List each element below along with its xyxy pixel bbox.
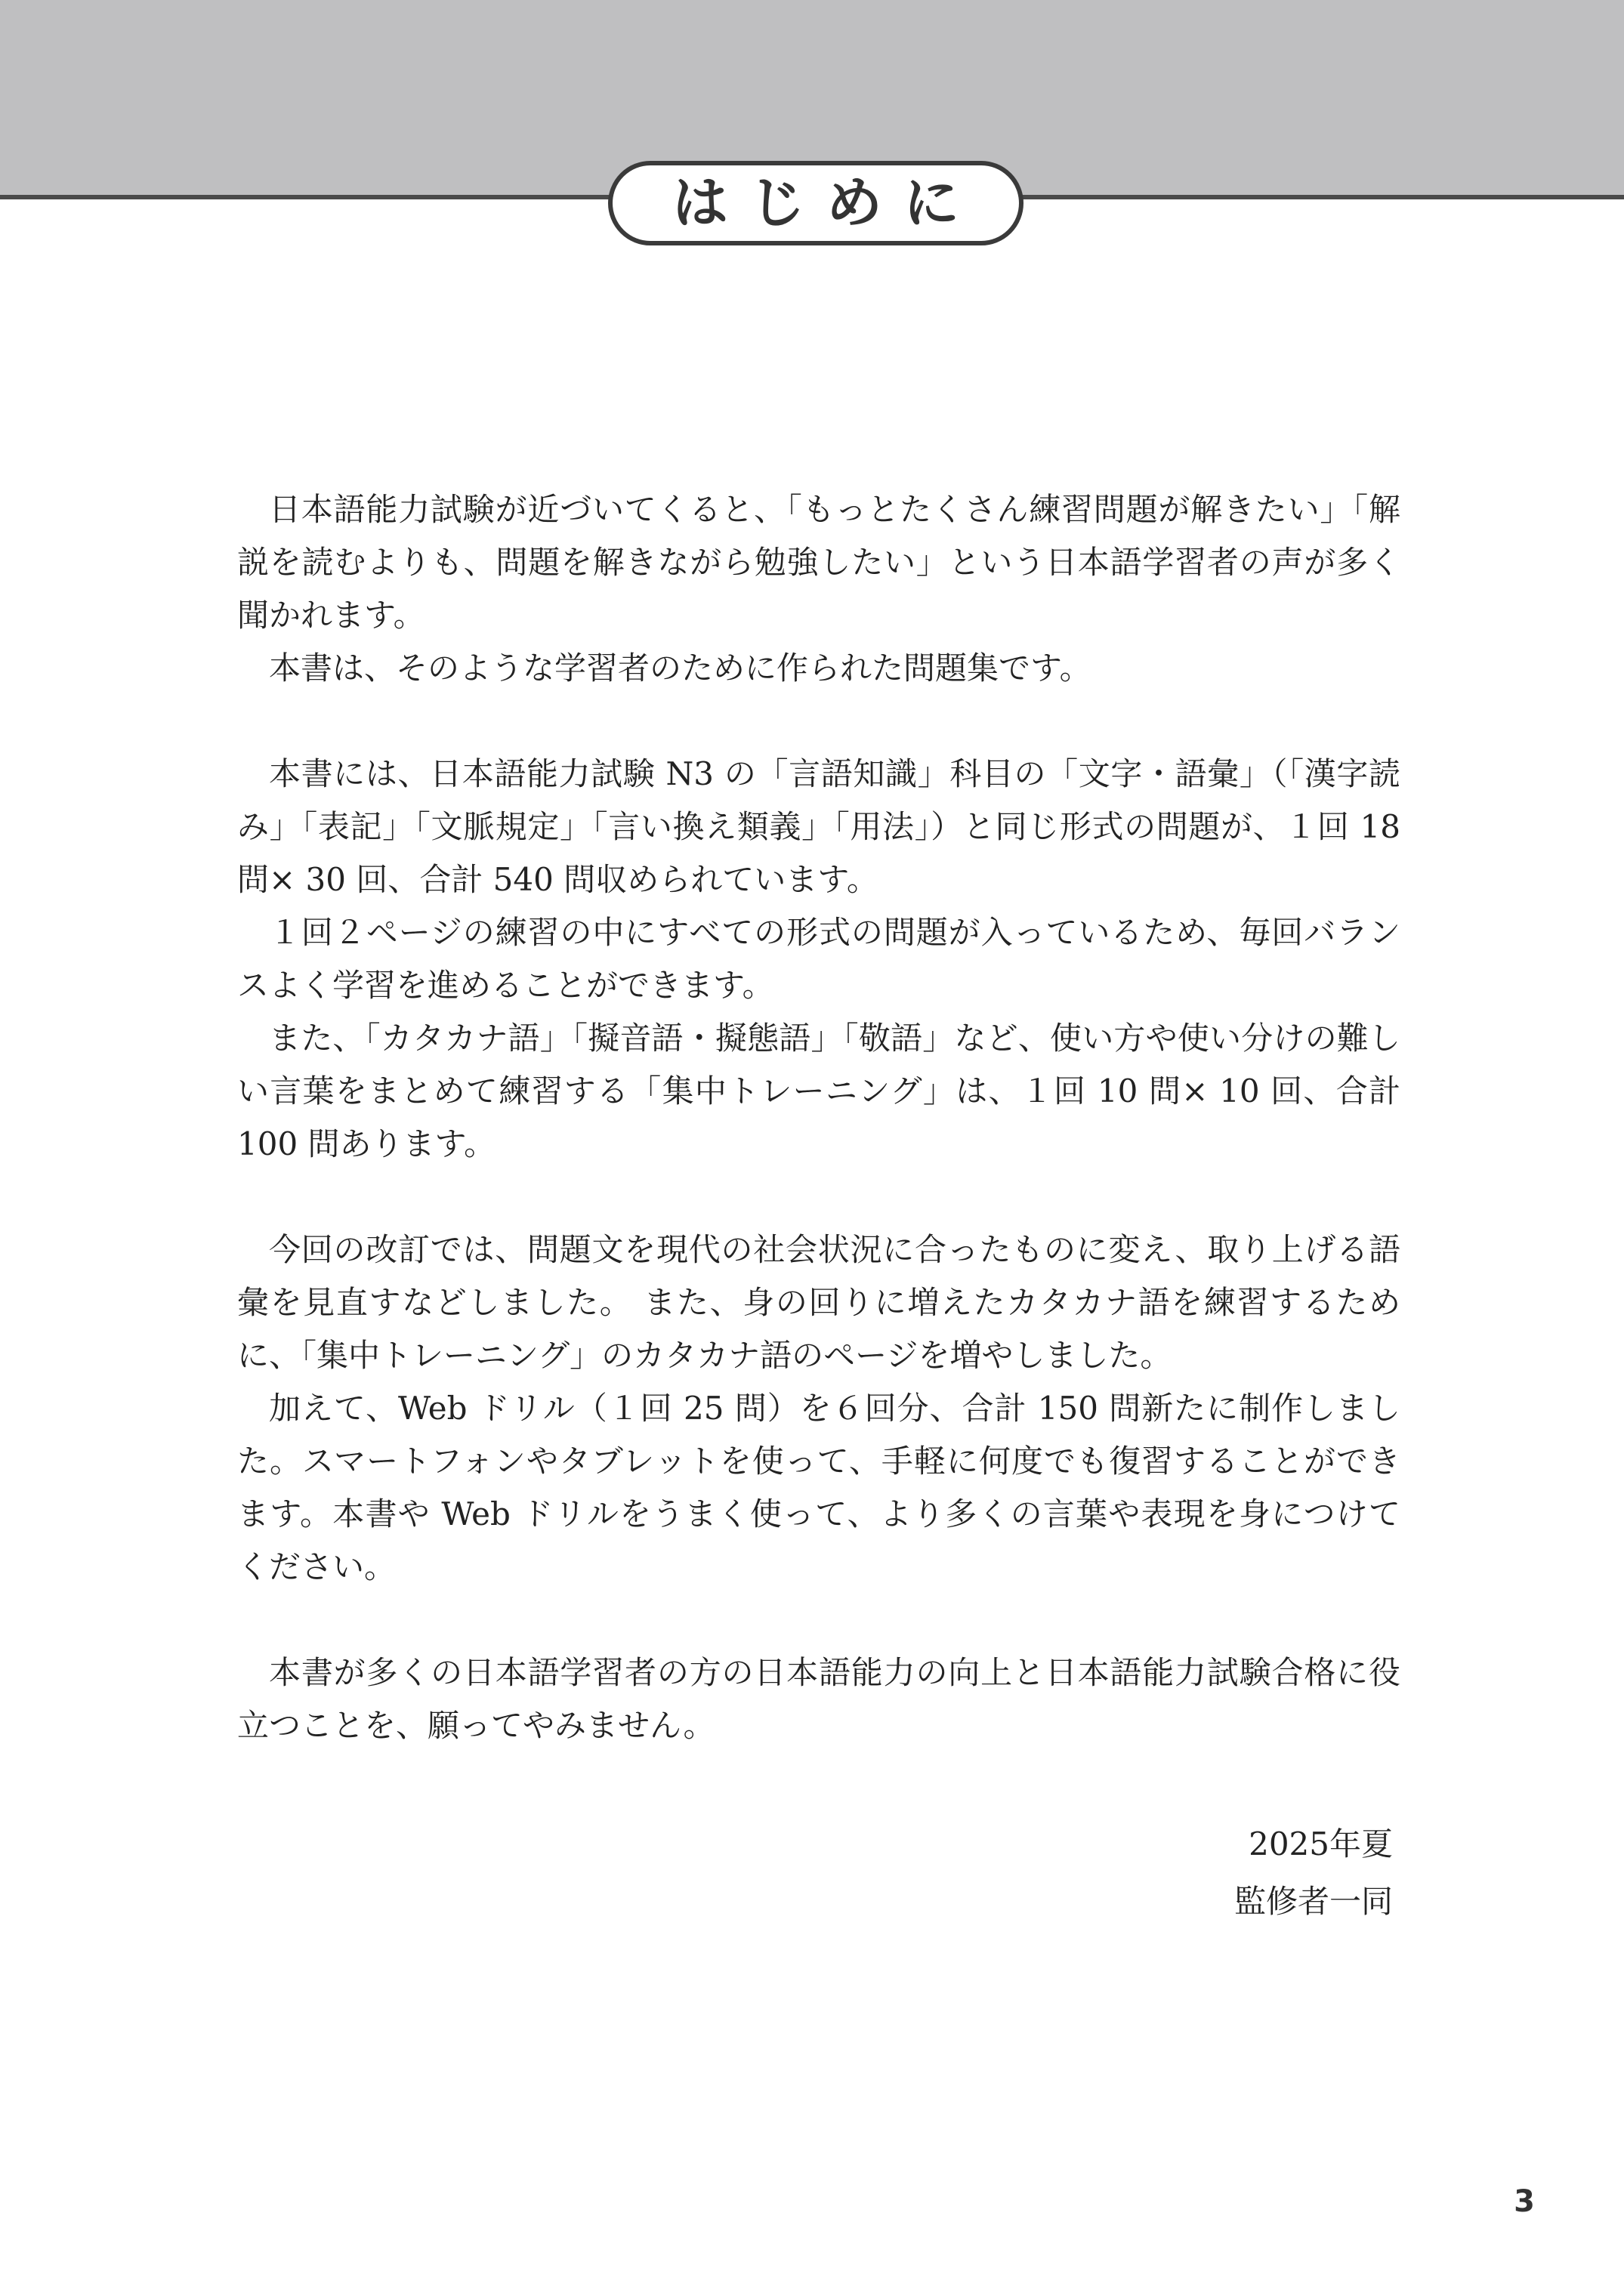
preface-body [237, 483, 1400, 1752]
signature-author: 監修者一同 [1233, 1883, 1393, 1920]
page-number: 3 [1514, 2184, 1535, 2219]
paragraph-1: 日本語能力試験が近づいてくると、「もっとたくさん練習問題が解きたい」「解説を読むよりも、問題を解きながら勉強したい」という日本語学習者の声が多く聞かれます。 [237, 491, 1400, 634]
paragraph-5: また、「カタカナ語」「擬音語・擬態語」「敬語」など、使い方や使い分けの難しい言葉をまとめて練習する「集中トレーニング」は、１回 10 問× 10 回、合計 100 問あります。 [237, 1020, 1400, 1162]
paragraph-3: 本書には、日本語能力試験 N3 の「言語知識」科目の「文字・語彙」（「漢字読み」「表記」「文脈規定」「言い換え類義」「用法」）と同じ形式の問題が、１回 18 問× 30 回、合計 540 問収められています。 [237, 755, 1400, 898]
signature-date: 2025年夏 [1249, 1825, 1393, 1862]
paragraph-4: １回２ページの練習の中にすべての形式の問題が入っているため、毎回バランスよく学習を進めることができます。 [237, 914, 1400, 1004]
signature [1234, 1816, 1393, 1930]
paragraph-6: 今回の改訂では、問題文を現代の社会状況に合ったものに変え、取り上げる語彙を見直すなどしました。 また、身の回りに増えたカタカナ語を練習するために、「集中トレーニング」のカタカナ語のページを増やしました。 [237, 1231, 1400, 1374]
page-title: はじめに [672, 171, 980, 236]
paragraph-8: 本書が多くの日本語学習者の方の日本語能力の向上と日本語能力試験合格に役立つことを、願ってやみません。 [237, 1654, 1400, 1744]
paragraph-gap [237, 1171, 1400, 1224]
title-pill [608, 161, 1023, 245]
paragraph-7: 加えて、Web ドリル（１回 25 問）を６回分、合計 150 問新たに制作しました。スマートフォンやタブレットを使って、手軽に何度でも復習することができます。本書や Web ドリルをうまく使って、より多くの言葉や表現を身につけてください。 [237, 1390, 1400, 1585]
paragraph-2: 本書は、そのような学習者のために作られた問題集です。 [269, 650, 1091, 687]
paragraph-gap [237, 1594, 1400, 1646]
paragraph-gap [237, 695, 1400, 748]
